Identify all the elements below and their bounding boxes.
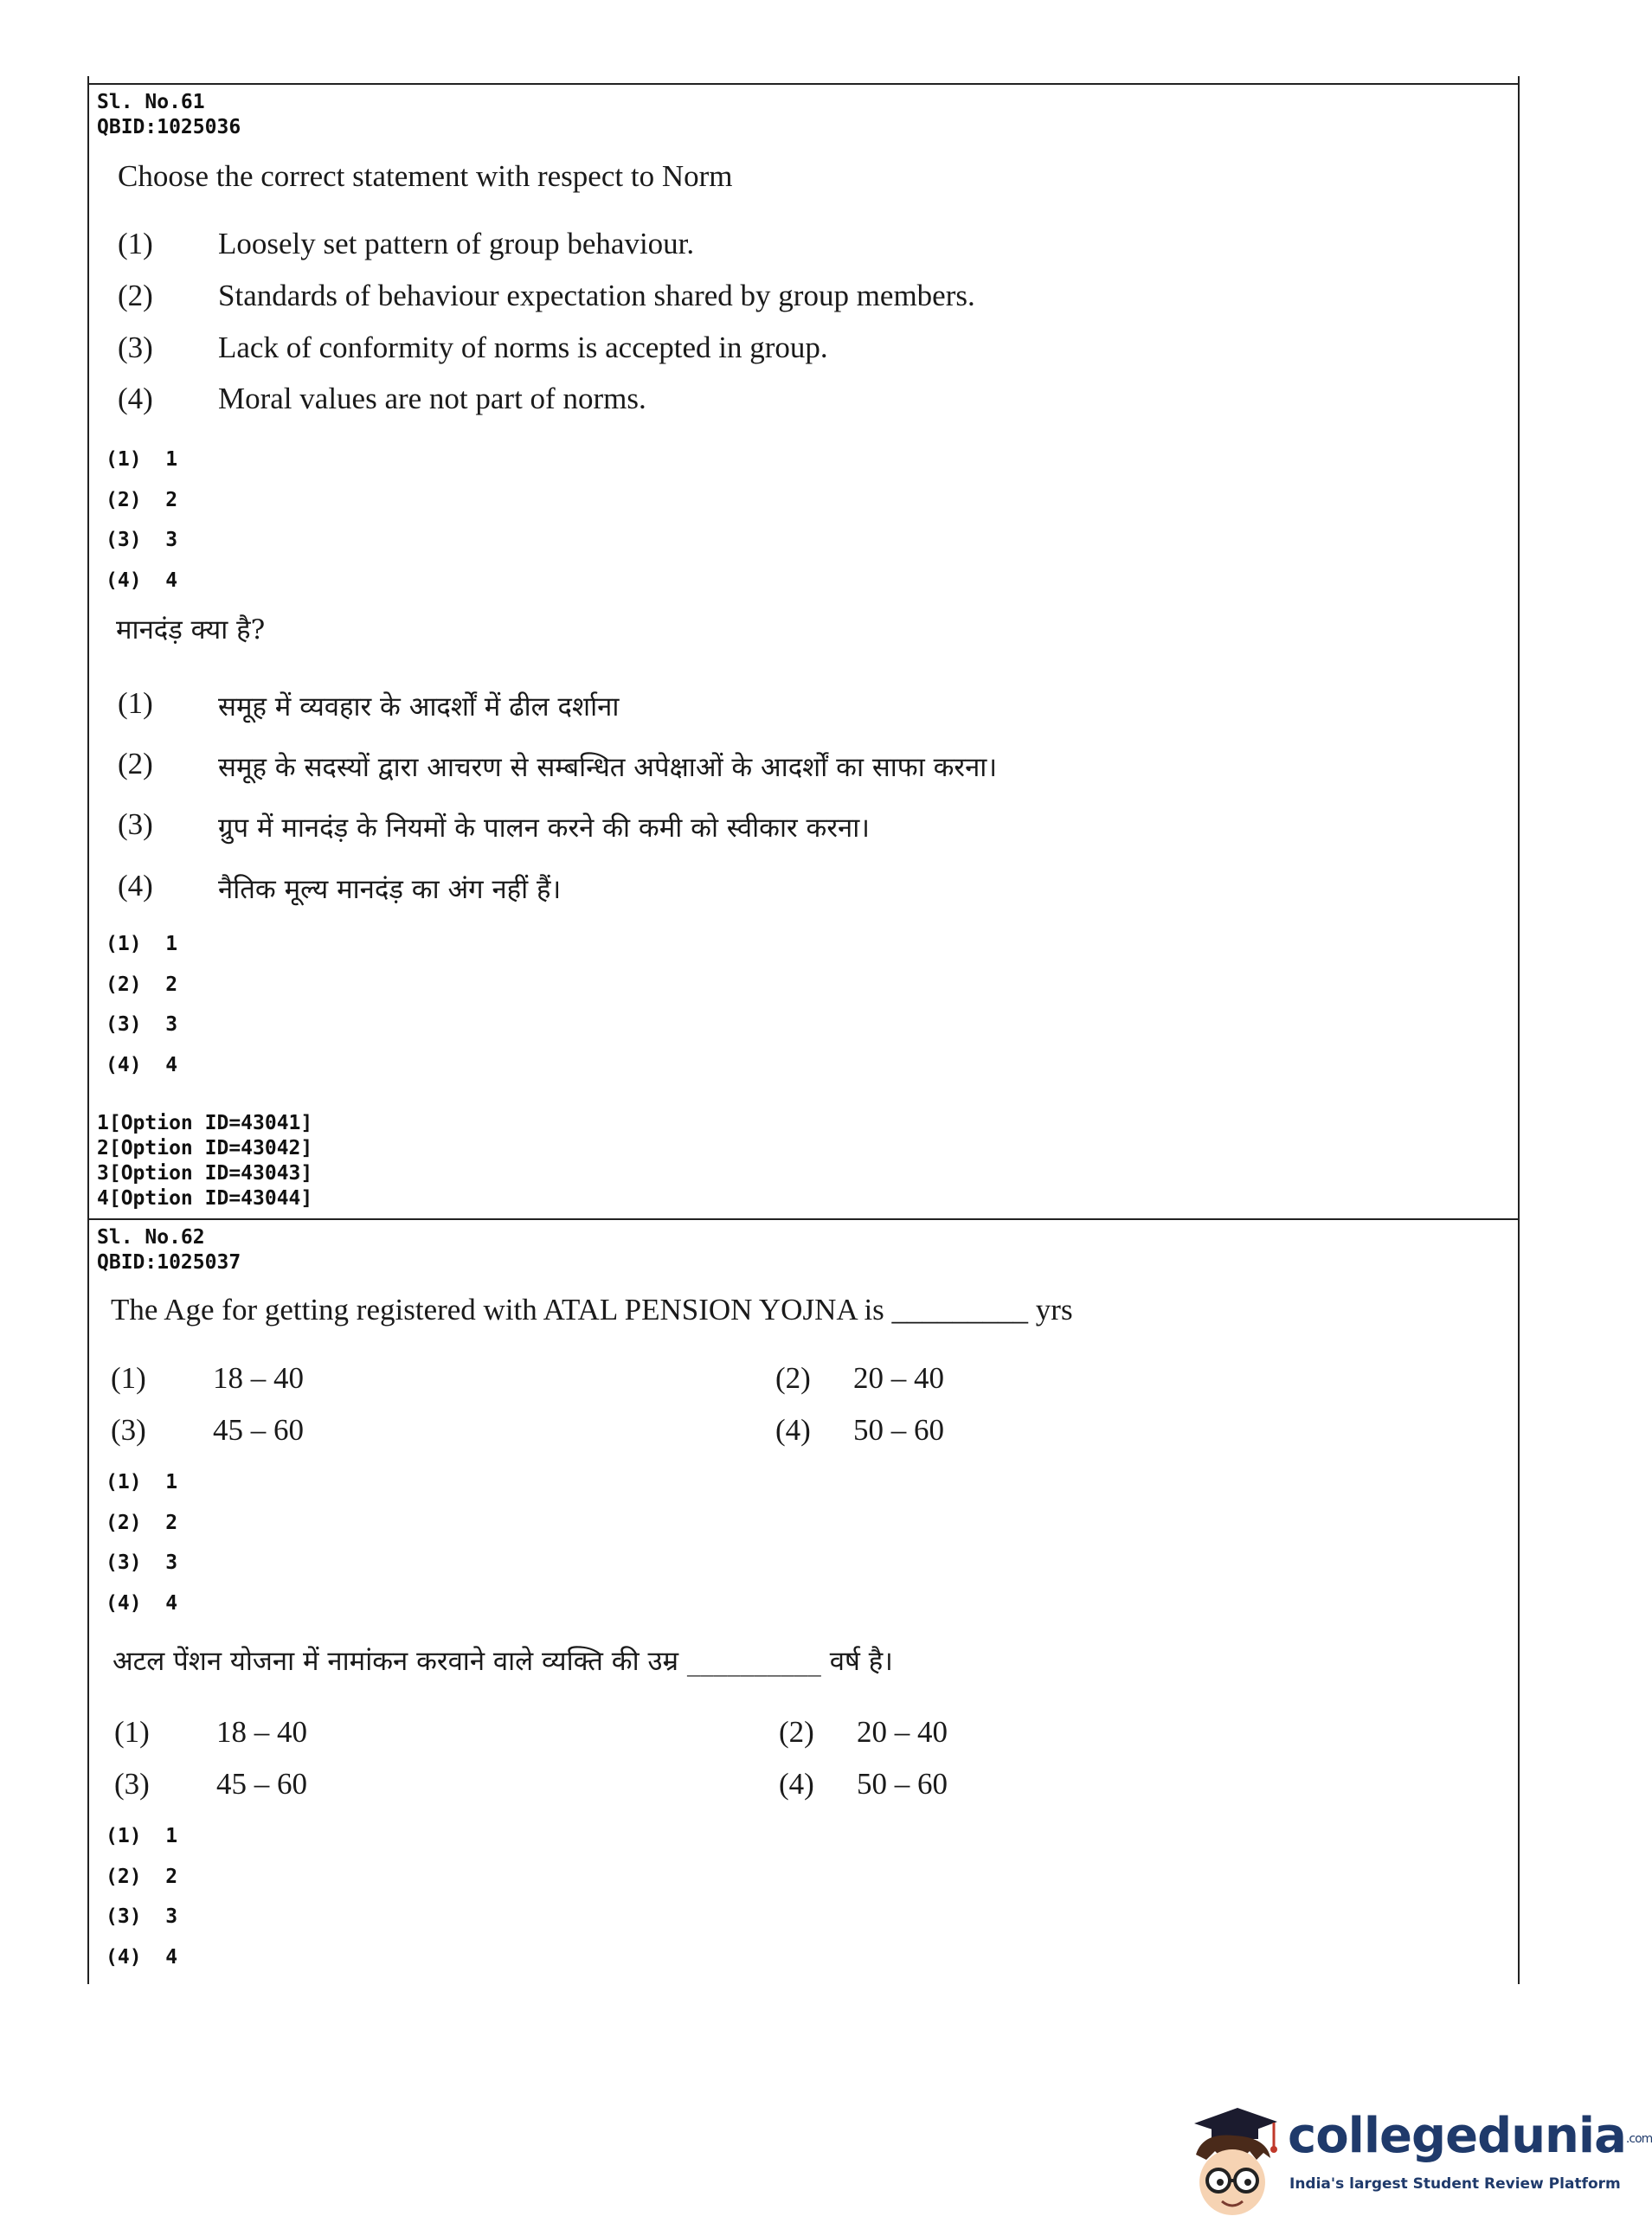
qbid-62: QBID:1025037 — [97, 1251, 241, 1274]
q62-en-opt4-num: (4) — [775, 1413, 811, 1447]
q61-en-opt4-text: Moral values are not part of norms. — [218, 382, 646, 415]
q61-en-opt1-num: (1) — [118, 227, 153, 260]
q62-en-answer-3: (3) 3 — [106, 1551, 178, 1574]
q62-en-opt3-num: (3) — [111, 1413, 146, 1447]
q61-en-opt2-num: (2) — [118, 279, 153, 312]
q62-hi-opt4-text: 50 – 60 — [857, 1767, 948, 1801]
brand-suffix: .com — [1625, 2131, 1652, 2146]
qbid-61: QBID:1025036 — [97, 116, 241, 138]
q61-en-opt3-num: (3) — [118, 331, 153, 364]
question-62-text-hi: अटल पेंशन योजना में नामांकन करवाने वाले व्यक्ति की उम्र __________ वर्ष है। — [112, 1646, 893, 1677]
q62-en-answer-2: (2) 2 — [106, 1512, 178, 1534]
brand-name: collegedunia.com — [1288, 2108, 1652, 2164]
q61-en-opt1-text: Loosely set pattern of group behaviour. — [218, 227, 695, 260]
q61-hi-answer-2: (2) 2 — [106, 973, 178, 996]
q62-hi-answer-4: (4) 4 — [106, 1946, 178, 1969]
q61-hi-opt4-text: नैतिक मूल्य मानदंड़ का अंग नहीं हैं। — [218, 874, 562, 905]
q61-en-answer-4: (4) 4 — [106, 569, 178, 592]
student-mascot-icon — [1177, 2104, 1284, 2226]
q61-hi-opt1-num: (1) — [118, 686, 153, 720]
q62-hi-opt1-num: (1) — [114, 1715, 150, 1749]
q62-en-answer-1: (1) 1 — [106, 1471, 178, 1493]
q61-hi-opt1-text: समूह में व्यवहार के आदर्शों में ढील दर्शाना — [218, 691, 620, 723]
q62-hi-opt2-num: (2) — [779, 1715, 814, 1749]
q62-en-opt1-num: (1) — [111, 1361, 146, 1395]
q62-en-opt3-text: 45 – 60 — [213, 1413, 304, 1447]
q62-hi-opt2-text: 20 – 40 — [857, 1715, 948, 1749]
q62-en-opt1-text: 18 – 40 — [213, 1361, 304, 1395]
divider-middle — [87, 1218, 1519, 1220]
brand-tagline: India's largest Student Review Platform — [1289, 2175, 1621, 2193]
q61-en-answer-3: (3) 3 — [106, 529, 178, 551]
q61-en-opt3-text: Lack of conformity of norms is accepted in group. — [218, 331, 828, 364]
q61-hi-opt4-num: (4) — [118, 869, 153, 903]
q62-hi-opt4-num: (4) — [779, 1767, 814, 1801]
q62-hi-answer-2: (2) 2 — [106, 1866, 178, 1888]
sl-no-61: Sl. No.61 — [97, 91, 205, 113]
q62-en-opt2-num: (2) — [775, 1361, 811, 1395]
option-id-1: 1[Option ID=43041] — [97, 1112, 313, 1134]
option-id-4: 4[Option ID=43044] — [97, 1187, 313, 1210]
q62-en-opt2-text: 20 – 40 — [853, 1361, 944, 1395]
q62-en-opt4-text: 50 – 60 — [853, 1413, 944, 1447]
q61-hi-opt3-num: (3) — [118, 807, 153, 841]
q62-hi-answer-3: (3) 3 — [106, 1905, 178, 1928]
divider-top — [87, 83, 1519, 85]
q61-hi-answer-4: (4) 4 — [106, 1054, 178, 1076]
sl-no-62: Sl. No.62 — [97, 1226, 205, 1249]
q61-en-answer-2: (2) 2 — [106, 489, 178, 511]
q61-en-answer-1: (1) 1 — [106, 448, 178, 471]
q61-en-opt4-num: (4) — [118, 382, 153, 415]
q61-en-opt2-text: Standards of behaviour expectation shared by group members. — [218, 279, 975, 312]
question-62-text-en: The Age for getting registered with ATAL PENSION YOJNA is _________ yrs — [111, 1293, 1073, 1326]
q62-hi-opt1-text: 18 – 40 — [216, 1715, 307, 1749]
q62-en-answer-4: (4) 4 — [106, 1592, 178, 1615]
q61-hi-answer-1: (1) 1 — [106, 933, 178, 955]
q62-hi-opt3-num: (3) — [114, 1767, 150, 1801]
q61-hi-opt3-text: ग्रुप में मानदंड़ के नियमों के पालन करने की कमी को स्वीकार करना। — [218, 813, 871, 844]
q61-hi-opt2-num: (2) — [118, 747, 153, 780]
q61-hi-opt2-text: समूह के सदस्यों द्वारा आचरण से सम्बन्धित अपेक्षाओं के आदर्शों का साफा करना। — [218, 752, 998, 783]
q62-hi-answer-1: (1) 1 — [106, 1825, 178, 1847]
q61-hi-answer-3: (3) 3 — [106, 1013, 178, 1036]
collegedunia-logo[interactable] — [1177, 2104, 1652, 2226]
option-id-3: 3[Option ID=43043] — [97, 1162, 313, 1185]
question-61-text-en: Choose the correct statement with respect to Norm — [118, 159, 733, 193]
option-id-2: 2[Option ID=43042] — [97, 1137, 313, 1159]
question-61-text-hi: मानदंड़ क्या है? — [116, 614, 266, 646]
q62-hi-opt3-text: 45 – 60 — [216, 1767, 307, 1801]
